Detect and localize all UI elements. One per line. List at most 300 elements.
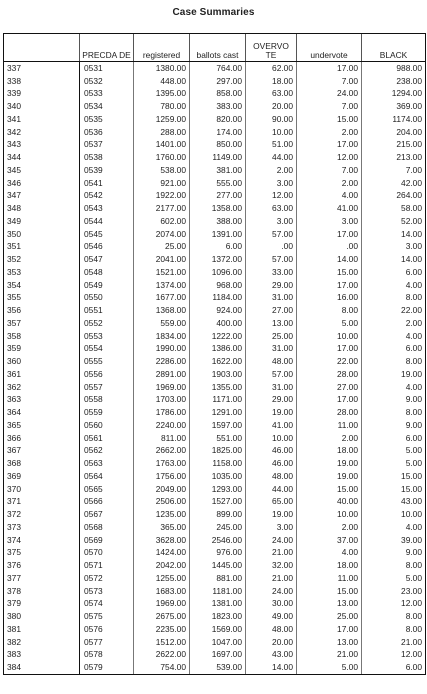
precinct-cell: 0569 [80,534,134,547]
overvote-cell: 49.00 [246,610,297,623]
precinct-cell: 0543 [80,202,134,215]
undervote-cell: 15.00 [297,266,362,279]
undervote-cell: 17.00 [297,228,362,241]
registered-cell: 3628.00 [134,534,190,547]
ballots-cast-cell: 245.00 [190,521,246,534]
ballots-cast-cell: 1184.00 [190,292,246,305]
overvote-cell: 46.00 [246,445,297,458]
registered-cell: 1401.00 [134,139,190,152]
black-cell: 22.00 [362,304,426,317]
undervote-cell: 3.00 [297,215,362,228]
row-number: 384 [4,661,80,674]
ballots-cast-cell: 383.00 [190,100,246,113]
column-header-ballots-cast: ballots cast [190,34,246,62]
ballots-cast-cell: 1293.00 [190,483,246,496]
black-cell: 52.00 [362,215,426,228]
black-cell: 43.00 [362,496,426,509]
registered-cell: 1380.00 [134,62,190,75]
registered-cell: 1756.00 [134,470,190,483]
ballots-cast-cell: 297.00 [190,75,246,88]
black-cell: 1294.00 [362,88,426,101]
precinct-cell: 0557 [80,381,134,394]
table-row [4,330,426,343]
row-number: 375 [4,547,80,560]
black-cell: 5.00 [362,572,426,585]
registered-cell: 2177.00 [134,202,190,215]
black-cell: 4.00 [362,381,426,394]
undervote-cell: 27.00 [297,381,362,394]
registered-cell: 2506.00 [134,496,190,509]
row-number: 341 [4,113,80,126]
overvote-cell: 29.00 [246,279,297,292]
black-cell: 5.00 [362,445,426,458]
registered-cell: 2675.00 [134,610,190,623]
black-cell: 6.00 [362,266,426,279]
row-number: 349 [4,215,80,228]
black-cell: 204.00 [362,126,426,139]
overvote-cell: 48.00 [246,355,297,368]
black-cell: 8.00 [362,355,426,368]
ballots-cast-cell: 1149.00 [190,151,246,164]
overvote-cell: 19.00 [246,508,297,521]
ballots-cast-cell: 539.00 [190,661,246,674]
precinct-cell: 0533 [80,88,134,101]
black-cell: 2.00 [362,317,426,330]
table-row [4,177,426,190]
precinct-cell: 0564 [80,470,134,483]
registered-cell: 365.00 [134,521,190,534]
black-cell: 8.00 [362,292,426,305]
overvote-cell: 24.00 [246,534,297,547]
overvote-cell: 41.00 [246,419,297,432]
table-row [4,419,426,432]
undervote-cell: 37.00 [297,534,362,547]
precinct-cell: 0551 [80,304,134,317]
undervote-cell: 17.00 [297,62,362,75]
table-row [4,572,426,585]
table-row [4,623,426,636]
ballots-cast-cell: 1569.00 [190,623,246,636]
undervote-cell: 15.00 [297,585,362,598]
row-number: 368 [4,457,80,470]
black-cell: 988.00 [362,62,426,75]
ballots-cast-cell: 1171.00 [190,394,246,407]
row-number: 350 [4,228,80,241]
precinct-cell: 0550 [80,292,134,305]
undervote-cell: 18.00 [297,445,362,458]
undervote-cell: 18.00 [297,559,362,572]
table-row [4,215,426,228]
column-header-undervote: undervote [297,34,362,62]
column-header-precinct: PRECDA DE [80,34,134,62]
undervote-cell: 10.00 [297,508,362,521]
overvote-cell: 31.00 [246,381,297,394]
undervote-cell: 13.00 [297,636,362,649]
undervote-cell: 2.00 [297,126,362,139]
row-number: 364 [4,406,80,419]
row-number: 365 [4,419,80,432]
overvote-cell: 30.00 [246,598,297,611]
table-row [4,355,426,368]
registered-cell: 2042.00 [134,559,190,572]
ballots-cast-cell: 1291.00 [190,406,246,419]
registered-cell: 1683.00 [134,585,190,598]
undervote-cell: 7.00 [297,75,362,88]
table-row [4,394,426,407]
black-cell: 9.00 [362,547,426,560]
ballots-cast-cell: 1355.00 [190,381,246,394]
undervote-cell: 5.00 [297,317,362,330]
registered-cell: 2286.00 [134,355,190,368]
black-cell: 15.00 [362,483,426,496]
ballots-cast-cell: 1527.00 [190,496,246,509]
row-number: 345 [4,164,80,177]
table-title: Case Summaries [172,7,255,18]
black-cell: 9.00 [362,419,426,432]
overvote-cell: 48.00 [246,470,297,483]
ballots-cast-cell: 1823.00 [190,610,246,623]
undervote-cell: 11.00 [297,572,362,585]
column-header-overvote: OVERVO TE [246,34,297,62]
undervote-cell: 7.00 [297,164,362,177]
overvote-cell: 51.00 [246,139,297,152]
ballots-cast-cell: 1035.00 [190,470,246,483]
precinct-cell: 0568 [80,521,134,534]
table-row [4,661,426,674]
precinct-cell: 0561 [80,432,134,445]
row-number: 373 [4,521,80,534]
precinct-cell: 0579 [80,661,134,674]
row-number: 351 [4,241,80,254]
ballots-cast-cell: 551.00 [190,432,246,445]
undervote-cell: 25.00 [297,610,362,623]
black-cell: 12.00 [362,598,426,611]
column-header-registered: registered [134,34,190,62]
ballots-cast-cell: 1047.00 [190,636,246,649]
case-summaries-table [3,33,426,675]
row-number-header [4,34,80,62]
ballots-cast-cell: 1391.00 [190,228,246,241]
registered-cell: 1969.00 [134,381,190,394]
undervote-cell: 4.00 [297,547,362,560]
undervote-cell: 17.00 [297,343,362,356]
overvote-cell: 31.00 [246,343,297,356]
row-number: 358 [4,330,80,343]
precinct-cell: 0567 [80,508,134,521]
row-number: 356 [4,304,80,317]
overvote-cell: 18.00 [246,75,297,88]
table-row [4,151,426,164]
precinct-cell: 0570 [80,547,134,560]
registered-cell: 1969.00 [134,598,190,611]
registered-cell: 448.00 [134,75,190,88]
registered-cell: 2891.00 [134,368,190,381]
precinct-cell: 0535 [80,113,134,126]
ballots-cast-cell: 388.00 [190,215,246,228]
overvote-cell: 20.00 [246,636,297,649]
registered-cell: 1703.00 [134,394,190,407]
table-row [4,202,426,215]
row-number: 376 [4,559,80,572]
registered-cell: 2662.00 [134,445,190,458]
registered-cell: 1521.00 [134,266,190,279]
undervote-cell: 17.00 [297,139,362,152]
registered-cell: 2235.00 [134,623,190,636]
table-row [4,547,426,560]
ballots-cast-cell: 277.00 [190,190,246,203]
ballots-cast-cell: 1597.00 [190,419,246,432]
precinct-cell: 0575 [80,610,134,623]
overvote-cell: 57.00 [246,368,297,381]
row-number: 381 [4,623,80,636]
registered-cell: 1990.00 [134,343,190,356]
black-cell: 3.00 [362,241,426,254]
precinct-cell: 0572 [80,572,134,585]
row-number: 371 [4,496,80,509]
undervote-cell: 19.00 [297,470,362,483]
row-number: 382 [4,636,80,649]
overvote-cell: 44.00 [246,483,297,496]
registered-cell: 1424.00 [134,547,190,560]
table-row [4,598,426,611]
table-row [4,88,426,101]
table-row [4,457,426,470]
table-row [4,559,426,572]
ballots-cast-cell: 1372.00 [190,253,246,266]
overvote-cell: 19.00 [246,406,297,419]
black-cell: 6.00 [362,661,426,674]
registered-cell: 288.00 [134,126,190,139]
ballots-cast-cell: 1181.00 [190,585,246,598]
registered-cell: 1512.00 [134,636,190,649]
undervote-cell: 28.00 [297,368,362,381]
overvote-cell: 62.00 [246,62,297,75]
precinct-cell: 0562 [80,445,134,458]
black-cell: 4.00 [362,279,426,292]
registered-cell: 2041.00 [134,253,190,266]
ballots-cast-cell: 924.00 [190,304,246,317]
black-cell: 6.00 [362,343,426,356]
row-number: 339 [4,88,80,101]
row-number: 337 [4,62,80,75]
ballots-cast-cell: 1381.00 [190,598,246,611]
overvote-cell: 65.00 [246,496,297,509]
registered-cell: 2622.00 [134,649,190,662]
precinct-cell: 0537 [80,139,134,152]
undervote-cell: 12.00 [297,151,362,164]
table-row [4,241,426,254]
black-cell: 14.00 [362,228,426,241]
ballots-cast-cell: 555.00 [190,177,246,190]
precinct-cell: 0559 [80,406,134,419]
table-row [4,610,426,623]
black-cell: 369.00 [362,100,426,113]
precinct-cell: 0554 [80,343,134,356]
precinct-cell: 0552 [80,317,134,330]
overvote-cell: 20.00 [246,100,297,113]
table-row [4,445,426,458]
row-number: 348 [4,202,80,215]
undervote-cell: 19.00 [297,457,362,470]
row-number: 357 [4,317,80,330]
precinct-cell: 0573 [80,585,134,598]
undervote-cell: 4.00 [297,190,362,203]
row-number: 360 [4,355,80,368]
black-cell: 8.00 [362,406,426,419]
undervote-cell: 17.00 [297,279,362,292]
row-number: 340 [4,100,80,113]
row-number: 359 [4,343,80,356]
precinct-cell: 0571 [80,559,134,572]
registered-cell: 780.00 [134,100,190,113]
overvote-cell: 63.00 [246,202,297,215]
registered-cell: 2240.00 [134,419,190,432]
row-number: 353 [4,266,80,279]
undervote-cell: 40.00 [297,496,362,509]
undervote-cell: 7.00 [297,100,362,113]
black-cell: 19.00 [362,368,426,381]
table-row [4,317,426,330]
overvote-cell: 44.00 [246,151,297,164]
overvote-cell: 12.00 [246,190,297,203]
registered-cell: 1374.00 [134,279,190,292]
black-cell: 5.00 [362,457,426,470]
ballots-cast-cell: 764.00 [190,62,246,75]
black-cell: 12.00 [362,649,426,662]
overvote-cell: 3.00 [246,521,297,534]
column-header-black: BLACK [362,34,426,62]
undervote-cell: 11.00 [297,419,362,432]
black-cell: 8.00 [362,623,426,636]
table-row [4,470,426,483]
row-number: 342 [4,126,80,139]
precinct-cell: 0546 [80,241,134,254]
undervote-cell: 10.00 [297,330,362,343]
table-row [4,292,426,305]
ballots-cast-cell: 174.00 [190,126,246,139]
overvote-cell: 25.00 [246,330,297,343]
undervote-cell: 24.00 [297,88,362,101]
table-row [4,126,426,139]
overvote-cell: 90.00 [246,113,297,126]
overvote-cell: 27.00 [246,304,297,317]
table-row [4,228,426,241]
table-row [4,113,426,126]
registered-cell: 1834.00 [134,330,190,343]
ballots-cast-cell: 976.00 [190,547,246,560]
ballots-cast-cell: 1358.00 [190,202,246,215]
precinct-cell: 0532 [80,75,134,88]
registered-cell: 1235.00 [134,508,190,521]
row-number: 380 [4,610,80,623]
undervote-cell: 15.00 [297,113,362,126]
ballots-cast-cell: 820.00 [190,113,246,126]
black-cell: 215.00 [362,139,426,152]
row-number: 344 [4,151,80,164]
ballots-cast-cell: 899.00 [190,508,246,521]
row-number: 379 [4,598,80,611]
black-cell: 7.00 [362,164,426,177]
ballots-cast-cell: 1622.00 [190,355,246,368]
overvote-cell: 13.00 [246,317,297,330]
precinct-cell: 0531 [80,62,134,75]
ballots-cast-cell: 1825.00 [190,445,246,458]
overvote-cell: 24.00 [246,585,297,598]
registered-cell: 811.00 [134,432,190,445]
precinct-cell: 0560 [80,419,134,432]
overvote-cell: 29.00 [246,394,297,407]
table-row [4,139,426,152]
row-number: 346 [4,177,80,190]
overvote-cell: 3.00 [246,177,297,190]
black-cell: 10.00 [362,508,426,521]
registered-cell: 1395.00 [134,88,190,101]
overvote-cell: 57.00 [246,228,297,241]
row-number: 378 [4,585,80,598]
undervote-cell: 5.00 [297,661,362,674]
registered-cell: 1255.00 [134,572,190,585]
precinct-cell: 0555 [80,355,134,368]
registered-cell: 1786.00 [134,406,190,419]
row-number: 366 [4,432,80,445]
row-number: 372 [4,508,80,521]
black-cell: 14.00 [362,253,426,266]
row-number: 370 [4,483,80,496]
precinct-cell: 0545 [80,228,134,241]
precinct-cell: 0548 [80,266,134,279]
table-row [4,585,426,598]
row-number: 343 [4,139,80,152]
ballots-cast-cell: 968.00 [190,279,246,292]
precinct-cell: 0578 [80,649,134,662]
registered-cell: 602.00 [134,215,190,228]
precinct-cell: 0542 [80,190,134,203]
row-number: 377 [4,572,80,585]
precinct-cell: 0574 [80,598,134,611]
ballots-cast-cell: 858.00 [190,88,246,101]
precinct-cell: 0553 [80,330,134,343]
ballots-cast-cell: 2546.00 [190,534,246,547]
row-number: 347 [4,190,80,203]
ballots-cast-cell: 1903.00 [190,368,246,381]
undervote-cell: 2.00 [297,177,362,190]
overvote-cell: 43.00 [246,649,297,662]
registered-cell: 1763.00 [134,457,190,470]
undervote-cell: 17.00 [297,623,362,636]
registered-cell: 1922.00 [134,190,190,203]
precinct-cell: 0556 [80,368,134,381]
ballots-cast-cell: 1096.00 [190,266,246,279]
undervote-cell: 15.00 [297,483,362,496]
row-number: 354 [4,279,80,292]
registered-cell: 1760.00 [134,151,190,164]
black-cell: 6.00 [362,432,426,445]
header-row [4,34,426,62]
table-row [4,649,426,662]
table-row [4,279,426,292]
undervote-cell: 2.00 [297,521,362,534]
ballots-cast-cell: 1697.00 [190,649,246,662]
row-number: 361 [4,368,80,381]
undervote-cell: 21.00 [297,649,362,662]
undervote-cell: .00 [297,241,362,254]
overvote-cell: 2.00 [246,164,297,177]
overvote-cell: 57.00 [246,253,297,266]
overvote-cell: 21.00 [246,572,297,585]
overvote-cell: 32.00 [246,559,297,572]
ballots-cast-cell: 1222.00 [190,330,246,343]
row-number: 355 [4,292,80,305]
